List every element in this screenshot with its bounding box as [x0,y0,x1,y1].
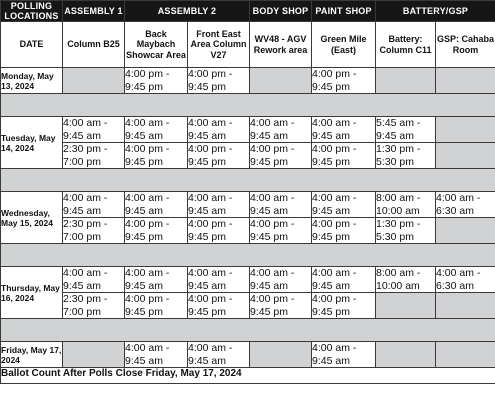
time-cell-battery-c11: 1:30 pm - 5:30 pm [376,143,436,169]
time-cell-green-mile: 4:00 am - 9:45 am [312,267,376,293]
time-cell-battery-c11: 1:30 pm - 5:30 pm [376,218,436,244]
time-cell-battery-c11: 5:45 am - 9:45 am [376,117,436,143]
header-green-mile: Green Mile (East) [312,22,376,68]
closed-cell-gsp-cahaba [436,342,495,368]
time-cell-front-east: 4:00 am - 9:45 am [188,117,250,143]
date-cell: Friday, May 17, 2024 [1,342,63,368]
time-cell-gsp-cahaba: 4:00 am - 6:30 am [436,192,495,218]
spacer-cell [1,169,495,192]
time-cell-back-maybach: 4:00 pm - 9:45 pm [125,218,188,244]
time-cell-green-mile: 4:00 am - 9:45 am [312,192,376,218]
closed-cell-column-b25 [63,68,125,94]
table-row [1,293,495,319]
header-date: DATE [1,22,63,68]
header-assembly-2: ASSEMBLY 2 [125,1,250,22]
table-row [1,143,495,169]
closed-cell-gsp-cahaba [436,218,495,244]
table-row [1,68,495,94]
time-cell-back-maybach: 4:00 pm - 9:45 pm [125,68,188,94]
spacer-row [1,94,495,117]
time-cell-back-maybach: 4:00 pm - 9:45 pm [125,293,188,319]
spacer-cell [1,244,495,267]
header-row-locations [1,1,495,22]
header-wv48-agv: WV48 - AGV Rework area [250,22,312,68]
time-cell-front-east: 4:00 pm - 9:45 pm [188,218,250,244]
time-cell-front-east: 4:00 am - 9:45 am [188,342,250,368]
time-cell-front-east: 4:00 pm - 9:45 pm [188,143,250,169]
schedule-body [1,68,495,368]
header-gsp-cahaba: GSP: Cahaba Room [436,22,495,68]
header-column-b25: Column B25 [63,22,125,68]
table-row [1,342,495,368]
table-row [1,267,495,293]
time-cell-green-mile: 4:00 am - 9:45 am [312,342,376,368]
closed-cell-wv48-agv [250,342,312,368]
table-row [1,192,495,218]
spacer-row [1,244,495,267]
closed-cell-column-b25 [63,342,125,368]
time-cell-battery-c11: 8:00 am - 10:00 am [376,267,436,293]
time-cell-back-maybach: 4:00 am - 9:45 am [125,117,188,143]
time-cell-gsp-cahaba: 4:00 am - 6:30 am [436,267,495,293]
closed-cell-wv48-agv [250,68,312,94]
time-cell-back-maybach: 4:00 am - 9:45 am [125,342,188,368]
spacer-cell [1,319,495,342]
spacer-cell [1,94,495,117]
table-row [1,117,495,143]
time-cell-column-b25: 4:00 am - 9:45 am [63,192,125,218]
time-cell-column-b25: 4:00 am - 9:45 am [63,267,125,293]
time-cell-column-b25: 2:30 pm - 7:00 pm [63,218,125,244]
closed-cell-gsp-cahaba [436,293,495,319]
time-cell-wv48-agv: 4:00 am - 9:45 am [250,192,312,218]
closed-cell-gsp-cahaba [436,68,495,94]
time-cell-front-east: 4:00 am - 9:45 am [188,267,250,293]
date-cell: Thursday, May 16, 2024 [1,267,63,319]
header-polling-locations: POLLING LOCATIONS [1,1,63,22]
date-cell: Wednesday, May 15, 2024 [1,192,63,244]
header-battery-gsp: BATTERY/GSP [376,1,495,22]
time-cell-column-b25: 2:30 pm - 7:00 pm [63,143,125,169]
time-cell-wv48-agv: 4:00 pm - 9:45 pm [250,218,312,244]
table-row [1,218,495,244]
header-battery-c11: Battery: Column C11 [376,22,436,68]
time-cell-wv48-agv: 4:00 am - 9:45 am [250,117,312,143]
time-cell-wv48-agv: 4:00 pm - 9:45 pm [250,143,312,169]
spacer-row [1,169,495,192]
time-cell-front-east: 4:00 am - 9:45 am [188,192,250,218]
closed-cell-battery-c11 [376,342,436,368]
time-cell-green-mile: 4:00 am - 9:45 am [312,117,376,143]
closed-cell-battery-c11 [376,68,436,94]
time-cell-green-mile: 4:00 pm - 9:45 pm [312,68,376,94]
header-row-sites [1,22,495,68]
closed-cell-gsp-cahaba [436,117,495,143]
time-cell-back-maybach: 4:00 pm - 9:45 pm [125,143,188,169]
time-cell-battery-c11: 8:00 am - 10:00 am [376,192,436,218]
time-cell-column-b25: 2:30 pm - 7:00 pm [63,293,125,319]
footer-row [1,368,495,384]
time-cell-green-mile: 4:00 pm - 9:45 pm [312,293,376,319]
spacer-row [1,319,495,342]
time-cell-front-east: 4:00 pm - 9:45 pm [188,293,250,319]
header-assembly-1: ASSEMBLY 1 [63,1,125,22]
closed-cell-gsp-cahaba [436,143,495,169]
date-cell: Tuesday, May 14, 2024 [1,117,63,169]
header-paint-shop: PAINT SHOP [312,1,376,22]
time-cell-back-maybach: 4:00 am - 9:45 am [125,192,188,218]
time-cell-back-maybach: 4:00 am - 9:45 am [125,267,188,293]
closed-cell-battery-c11 [376,293,436,319]
header-back-maybach: Back Maybach Showcar Area [125,22,188,68]
time-cell-green-mile: 4:00 pm - 9:45 pm [312,218,376,244]
ballot-count-note: Ballot Count After Polls Close Friday, May 17, 2024 [1,368,495,384]
time-cell-wv48-agv: 4:00 am - 9:45 am [250,267,312,293]
header-body-shop: BODY SHOP [250,1,312,22]
time-cell-green-mile: 4:00 pm - 9:45 pm [312,143,376,169]
date-cell: Monday, May 13, 2024 [1,68,63,94]
header-front-east: Front East Area Column V27 [188,22,250,68]
time-cell-column-b25: 4:00 am - 9:45 am [63,117,125,143]
time-cell-front-east: 4:00 pm - 9:45 pm [188,68,250,94]
time-cell-wv48-agv: 4:00 pm - 9:45 pm [250,293,312,319]
